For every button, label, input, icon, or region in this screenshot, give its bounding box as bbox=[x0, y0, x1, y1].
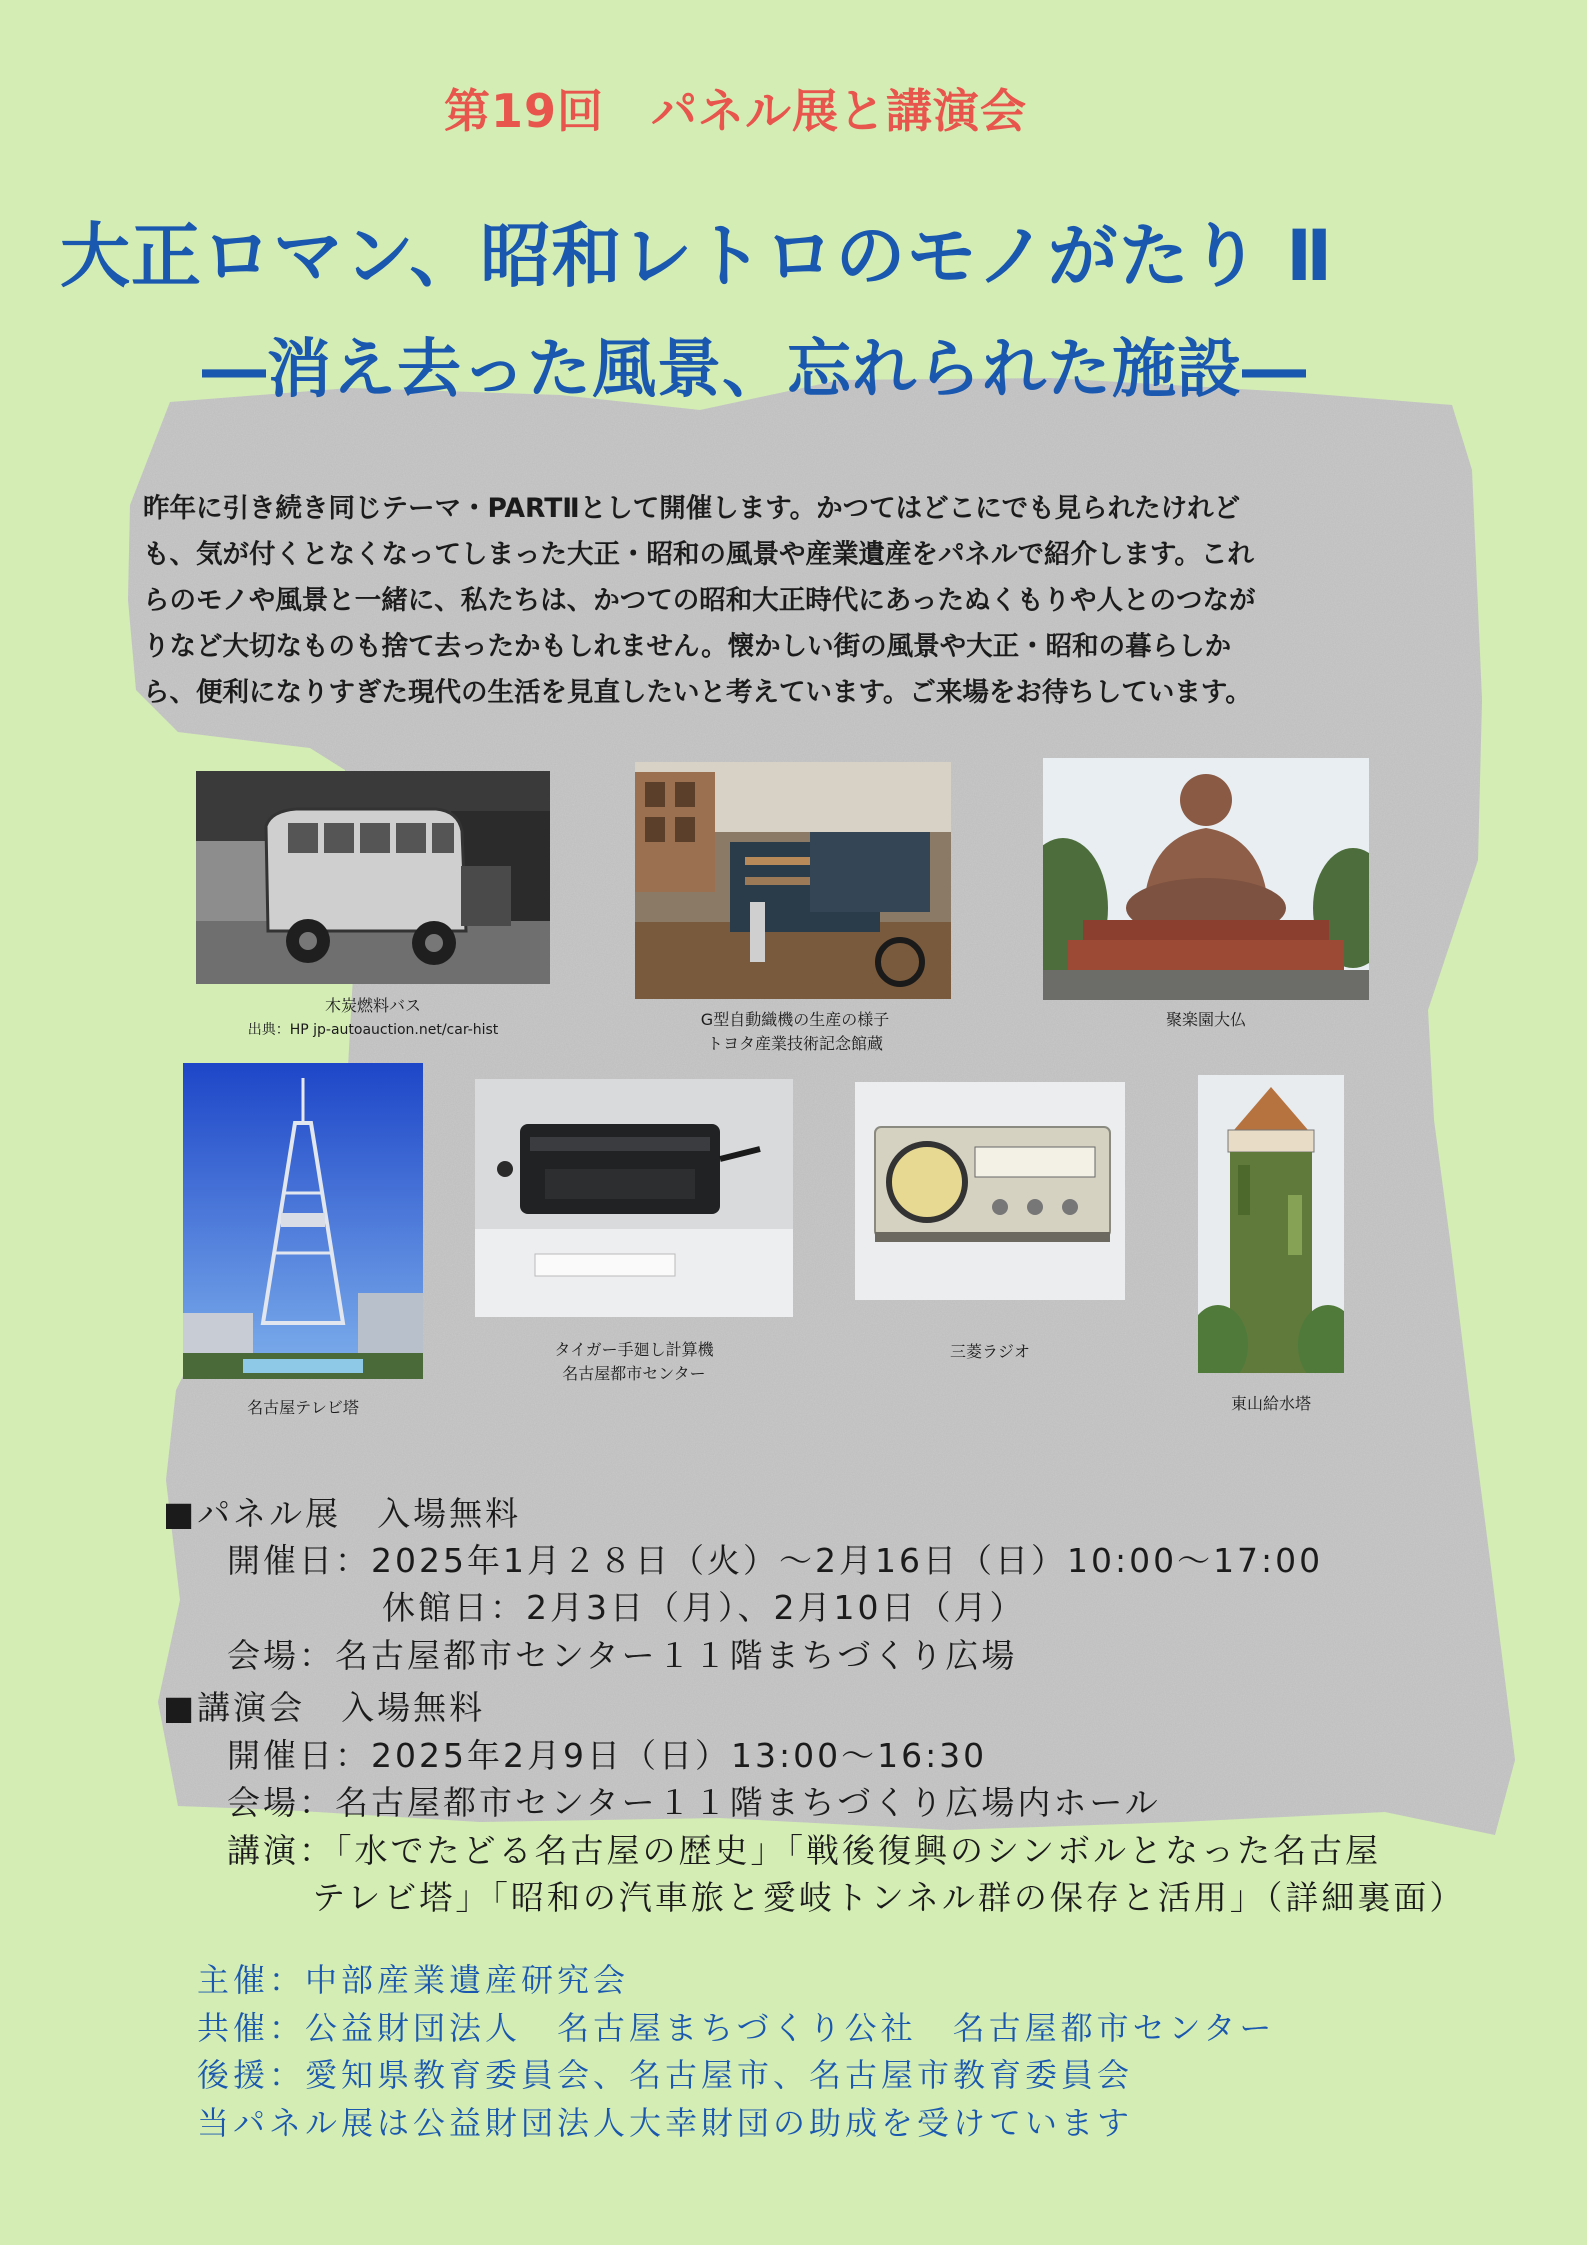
support-line: 後援：愛知県教育委員会、名古屋市、名古屋市教育委員会 bbox=[197, 2056, 1134, 2094]
intro-line: らのモノや風景と一緒に、私たちは、かつての昭和大正時代にあったぬくもりや人とのつなが bbox=[143, 585, 1256, 616]
panel-closed-days: 休館日：2月3日（月）、2月10日（月） bbox=[382, 1588, 1026, 1627]
lecture-talks-continued: テレビ塔」「昭和の汽車旅と愛岐トンネル群の保存と活用」（詳細裏面） bbox=[312, 1878, 1466, 1917]
water-tower-photo bbox=[1198, 1075, 1344, 1373]
lecture-venue: 会場：名古屋都市センター１１階まちづくり広場内ホール bbox=[227, 1783, 1161, 1822]
buddha-caption-title: 聚楽園大仏 bbox=[1165, 1010, 1247, 1029]
loom-caption-line2: トヨタ産業技術記念館蔵 bbox=[706, 1034, 883, 1053]
grant-line: 当パネル展は公益財団法人大幸財団の助成を受けています bbox=[197, 2104, 1134, 2142]
subtitle: ―消え去った風景、忘れられた施設― bbox=[202, 333, 1307, 407]
lecture-heading: ■講演会 入場無料 bbox=[163, 1688, 486, 1727]
intro-line: ら、便利になりすぎた現代の生活を見直したいと考えています。ご来場をお待ちしています。 bbox=[143, 677, 1252, 708]
main-title: 大正ロマン、昭和レトロのモノがたり Ⅱ bbox=[60, 215, 1334, 297]
radio-caption bbox=[950, 1340, 1030, 1364]
radio-photo bbox=[855, 1082, 1125, 1300]
lecture-talks: 講演：「水でたどる名古屋の歴史」「戦後復興のシンボルとなった名古屋 bbox=[227, 1831, 1382, 1870]
tv-tower-photo bbox=[183, 1063, 423, 1379]
intro-line: りなど大切なものも捨て去ったかもしれません。懐かしい街の風景や大正・昭和の暮らしか bbox=[143, 631, 1232, 662]
water-tower-caption-title: 東山給水塔 bbox=[1230, 1394, 1312, 1413]
loom-caption-line1: G型自動織機の生産の様子 bbox=[700, 1010, 890, 1029]
water-tower-caption bbox=[1231, 1392, 1311, 1416]
cohost-line: 共催：公益財団法人 名古屋まちづくり公社 名古屋都市センター bbox=[197, 2009, 1276, 2047]
intro-line: 昨年に引き続き同じテーマ・PARTⅡとして開催します。かつてはどこにでも見られたけれど bbox=[143, 493, 1241, 524]
loom-photo bbox=[635, 762, 951, 999]
bus-caption-title: 木炭燃料バス bbox=[324, 996, 422, 1015]
buddha-photo bbox=[1043, 758, 1369, 1000]
loom-caption bbox=[701, 1008, 889, 1056]
host-line: 主催：中部産業遺産研究会 bbox=[197, 1961, 630, 1999]
event-heading: 第19回 パネル展と講演会 bbox=[444, 84, 1028, 138]
bus-photo bbox=[196, 771, 550, 984]
panel-venue: 会場：名古屋都市センター１１階まちづくり広場 bbox=[227, 1636, 1018, 1675]
tv-tower-caption bbox=[247, 1396, 359, 1420]
lecture-dates: 開催日：2025年2月9日（日）13:00～16:30 bbox=[227, 1736, 988, 1775]
panel-dates: 開催日：2025年1月２８日（火）～2月16日（日）10:00～17:00 bbox=[227, 1541, 1324, 1580]
radio-caption-title: 三菱ラジオ bbox=[949, 1342, 1031, 1361]
calculator-photo bbox=[475, 1079, 793, 1317]
buddha-caption bbox=[1166, 1008, 1246, 1032]
calculator-caption-line2: 名古屋都市センター bbox=[562, 1364, 706, 1383]
panel-heading: ■パネル展 入場無料 bbox=[163, 1494, 522, 1533]
bus-caption-source: 出典：HP jp-autoauction.net/car-hist bbox=[247, 1022, 499, 1038]
bus-caption bbox=[248, 994, 499, 1042]
intro-paragraph bbox=[143, 486, 1473, 716]
calculator-caption bbox=[554, 1338, 713, 1386]
intro-line: も、気が付くとなくなってしまった大正・昭和の風景や産業遺産をパネルで紹介します。これ bbox=[143, 539, 1254, 570]
tv-tower-caption-title: 名古屋テレビ塔 bbox=[247, 1398, 359, 1417]
calculator-caption-line1: タイガー手廻し計算機 bbox=[554, 1340, 714, 1359]
